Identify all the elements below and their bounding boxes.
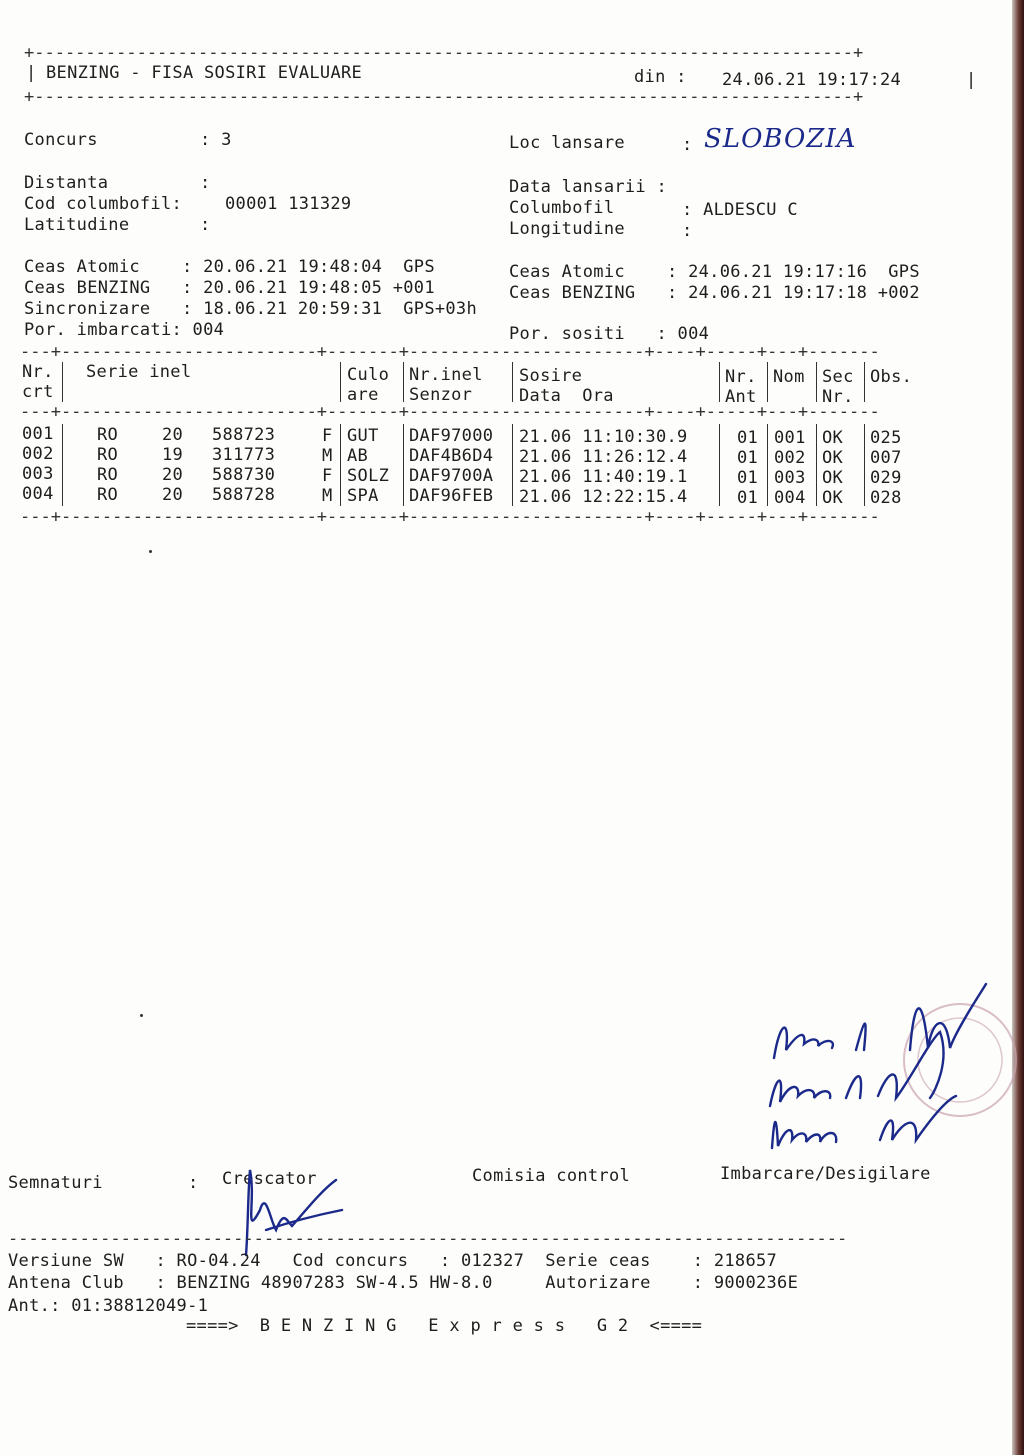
th-nr-inel-2: Senzor — [409, 385, 473, 405]
clock-line-4-right: Por. sositi : 004 — [509, 324, 710, 344]
cell-ant: 01 — [737, 448, 759, 468]
cell-obs: 029 — [870, 468, 902, 488]
cell-sosire: 21.06 11:40:19.1 — [519, 467, 688, 487]
cell-sex: M — [322, 446, 333, 466]
concurs-value: : 3 — [200, 130, 232, 150]
cell-nr: 001 — [22, 424, 54, 444]
cell-tara: RO — [97, 445, 119, 465]
th-nr-crt-2: crt — [22, 382, 54, 402]
header-right-bar: | — [966, 70, 977, 90]
cod-columbofil-label: Cod columbofil: — [24, 194, 183, 214]
th-sec-1: Sec — [822, 367, 854, 387]
th-culoare-1: Culo — [347, 365, 390, 385]
col-divider-sec — [864, 362, 865, 402]
col-divider-sec-body — [864, 424, 865, 506]
header-left-bar: | — [26, 63, 37, 83]
th-serie-inel: Serie inel — [86, 362, 192, 382]
cell-sec: OK — [822, 448, 844, 468]
table-header-border: ---+-------------------------+-------+-----------------------+----+-----+---+------- — [20, 405, 880, 419]
th-nom: Nom — [773, 367, 805, 387]
cell-nr: 002 — [22, 444, 54, 464]
footer-top-border: ---------------------------------------------------------------------------------- — [8, 1232, 848, 1246]
imbarcare-label: Imbarcare/Desigilare — [720, 1164, 931, 1184]
col-divider-culoare — [403, 362, 404, 402]
cell-nom: 004 — [774, 488, 806, 508]
cell-nom: 003 — [774, 468, 806, 488]
cell-tara: RO — [97, 425, 119, 445]
scan-edge — [1012, 0, 1024, 1455]
loc-lansare-colon: : — [682, 135, 693, 155]
cell-an: 20 — [162, 465, 184, 485]
data-lansarii-label: Data lansarii : — [509, 177, 668, 197]
cell-an: 19 — [162, 445, 184, 465]
th-nr-inel-1: Nr.inel — [409, 365, 483, 385]
clock-line-4-left: Por. imbarcati: 004 — [24, 320, 225, 340]
longitudine-value: : — [682, 221, 693, 241]
cell-senzor: DAF9700A — [409, 466, 494, 486]
columbofil-label: Columbofil — [509, 198, 615, 218]
col-divider-sosire-body — [719, 424, 720, 506]
cell-culoare: SPA — [347, 486, 379, 506]
th-nr-crt-1: Nr. — [22, 362, 54, 382]
th-sosire-1: Sosire — [519, 366, 583, 386]
cell-an: 20 — [162, 425, 184, 445]
cell-sec: OK — [822, 428, 844, 448]
cell-ant: 01 — [737, 488, 759, 508]
cell-inel: 311773 — [212, 445, 276, 465]
commission-stamp-and-signatures — [760, 980, 1020, 1150]
latitudine-label: Latitudine — [24, 215, 130, 235]
cell-sex: F — [322, 466, 333, 486]
col-divider-culoare-body — [403, 424, 404, 506]
th-nr-ant-1: Nr. — [725, 367, 757, 387]
longitudine-label: Longitudine — [509, 219, 625, 239]
cell-obs: 028 — [870, 488, 902, 508]
scan-dot — [149, 550, 152, 553]
header-date-label: din : — [634, 67, 687, 87]
cell-tara: RO — [97, 485, 119, 505]
col-divider-nom-body — [816, 424, 817, 506]
cell-ant: 01 — [737, 428, 759, 448]
th-nr-ant-2: Ant — [725, 387, 757, 407]
table-top-border: ---+-------------------------+-------+-----------------------+----+-----+---+------- — [20, 345, 880, 359]
col-divider-ant — [767, 362, 768, 402]
header-top-border: +--------------------------------------------------------------------------------+ — [24, 46, 864, 60]
col-divider-sosire — [719, 362, 720, 402]
th-sec-2: Nr. — [822, 387, 854, 407]
col-divider-nr — [62, 362, 63, 402]
cell-obs: 025 — [870, 428, 902, 448]
clock-line-3-left: Sincronizare : 18.06.21 20:59:31 GPS+03h — [24, 299, 477, 319]
cell-senzor: DAF96FEB — [409, 486, 494, 506]
loc-lansare-label: Loc lansare — [509, 133, 625, 153]
columbofil-value: : ALDESCU C — [682, 200, 798, 220]
col-divider-senzor — [512, 362, 513, 402]
header-date-value: 24.06.21 19:17:24 — [722, 70, 902, 90]
cell-culoare: GUT — [347, 426, 379, 446]
th-culoare-2: are — [347, 385, 379, 405]
cell-sec: OK — [822, 488, 844, 508]
cell-sosire: 21.06 11:10:30.9 — [519, 427, 688, 447]
cod-columbofil-value: 00001 131329 — [225, 194, 352, 214]
cell-nr: 003 — [22, 464, 54, 484]
cell-nr: 004 — [22, 484, 54, 504]
cell-obs: 007 — [870, 448, 902, 468]
col-divider-ant-body — [767, 424, 768, 506]
comisia-control-label: Comisia control — [472, 1166, 631, 1186]
cell-inel: 588730 — [212, 465, 276, 485]
cell-inel: 588728 — [212, 485, 276, 505]
col-divider-serie-body — [340, 424, 341, 506]
scan-dot — [140, 1014, 143, 1017]
th-obs: Obs. — [870, 367, 913, 387]
clock-line-1-left: Ceas Atomic : 20.06.21 19:48:04 GPS — [24, 257, 435, 277]
clock-line-1-right: Ceas Atomic : 24.06.21 19:17:16 GPS — [509, 262, 920, 282]
distanta-value: : — [200, 173, 211, 193]
crescator-label: Crescator — [222, 1169, 317, 1189]
cell-nom: 001 — [774, 428, 806, 448]
cell-senzor: DAF97000 — [409, 426, 494, 446]
semnaturi-colon: : — [188, 1173, 199, 1193]
col-divider-senzor-body — [512, 424, 513, 506]
concurs-label: Concurs — [24, 130, 98, 150]
cell-sex: F — [322, 426, 333, 446]
col-divider-nr-body — [62, 424, 63, 506]
cell-culoare: AB — [347, 446, 369, 466]
th-sosire-2: Data Ora — [519, 386, 614, 406]
cell-sosire: 21.06 12:22:15.4 — [519, 487, 688, 507]
clock-line-2-left: Ceas BENZING : 20.06.21 19:48:05 +001 — [24, 278, 435, 298]
cell-ant: 01 — [737, 468, 759, 488]
col-divider-nom — [816, 362, 817, 402]
cell-sex: M — [322, 486, 333, 506]
footer-ant: Ant.: 01:38812049-1 — [8, 1296, 209, 1316]
cell-tara: RO — [97, 465, 119, 485]
header-title: BENZING - FISA SOSIRI EVALUARE — [46, 63, 363, 83]
col-divider-serie — [340, 362, 341, 402]
cell-senzor: DAF4B6D4 — [409, 446, 494, 466]
cell-inel: 588723 — [212, 425, 276, 445]
footer-antena: Antena Club : BENZING 48907283 SW-4.5 HW-8.0 Autorizare : 9000236E — [8, 1273, 799, 1293]
cell-sosire: 21.06 11:26:12.4 — [519, 447, 688, 467]
clock-line-2-right: Ceas BENZING : 24.06.21 19:17:18 +002 — [509, 283, 920, 303]
latitudine-value: : — [200, 215, 211, 235]
cell-an: 20 — [162, 485, 184, 505]
cell-sec: OK — [822, 468, 844, 488]
table-bottom-border: ---+-------------------------+-------+-----------------------+----+-----+---+------- — [20, 510, 880, 524]
header-bottom-border: +--------------------------------------------------------------------------------+ — [24, 90, 864, 104]
semnaturi-label: Semnaturi — [8, 1173, 103, 1193]
cell-nom: 002 — [774, 448, 806, 468]
cell-culoare: SOLZ — [347, 466, 390, 486]
distanta-label: Distanta — [24, 173, 109, 193]
footer-versiune: Versiune SW : RO-04.24 Cod concurs : 012327 Serie ceas : 218657 — [8, 1251, 778, 1271]
footer-banner: ====> B E N Z I N G E x p r e s s G 2 <==== — [186, 1316, 703, 1336]
loc-lansare-handwritten: SLOBOZIA — [704, 124, 857, 154]
